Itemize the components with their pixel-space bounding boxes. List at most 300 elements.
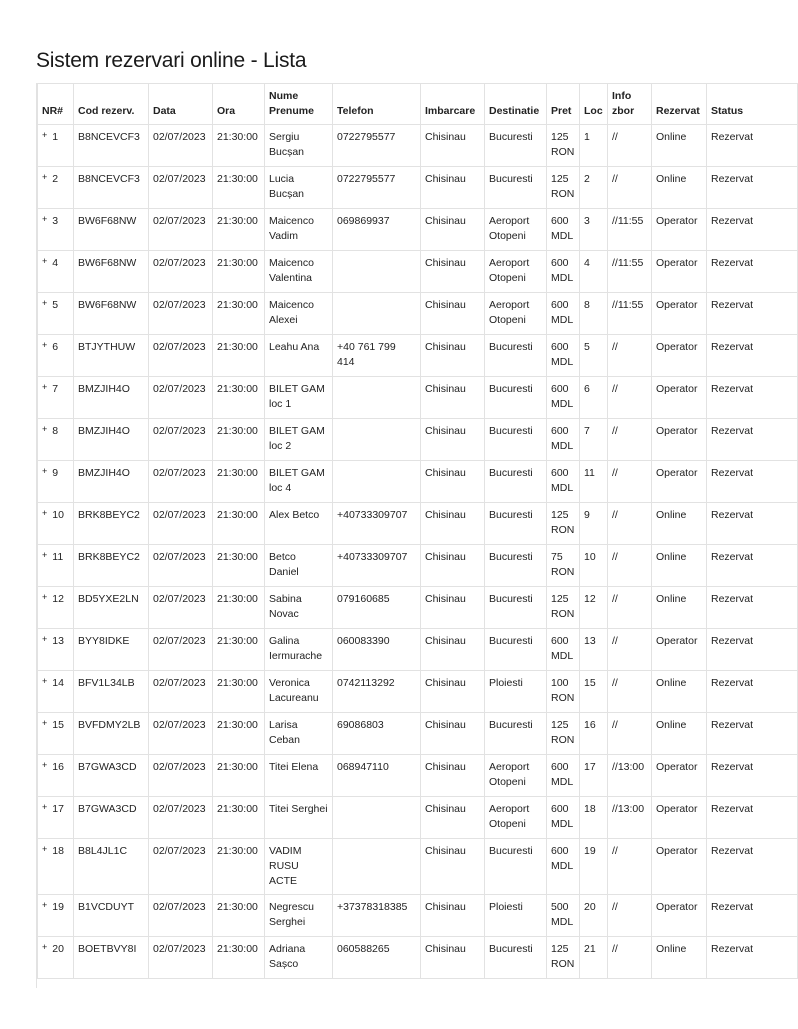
- col-header-data: Data: [149, 84, 213, 125]
- cell-telefon: 068947110: [333, 755, 421, 797]
- cell-telefon: +40733309707: [333, 545, 421, 587]
- cell-data: 02/07/2023: [149, 671, 213, 713]
- cell-info: //: [608, 461, 652, 503]
- cell-loc: 7: [580, 419, 608, 461]
- col-header-nr: NR#: [38, 84, 74, 125]
- cell-nr: [38, 419, 74, 461]
- cell-imbarcare: Chisinau: [421, 587, 485, 629]
- expand-row-icon[interactable]: +: [42, 592, 47, 602]
- expand-row-icon[interactable]: +: [42, 942, 47, 952]
- expand-row-icon[interactable]: +: [42, 760, 47, 770]
- expand-row-icon[interactable]: +: [42, 802, 47, 812]
- cell-imbarcare: Chisinau: [421, 209, 485, 251]
- row-number: 12: [52, 593, 64, 605]
- cell-telefon: 0722795577: [333, 125, 421, 167]
- cell-data: 02/07/2023: [149, 797, 213, 839]
- cell-imbarcare: Chisinau: [421, 125, 485, 167]
- cell-nr: [38, 895, 74, 937]
- cell-destinatie: Aeroport Otopeni: [485, 251, 547, 293]
- cell-rezervat: Operator: [652, 419, 707, 461]
- col-header-nume: Nume Prenume: [265, 84, 333, 125]
- cell-ora: 21:30:00: [213, 839, 265, 895]
- cell-nume: Galina Iermurache: [265, 629, 333, 671]
- cell-nr: [38, 125, 74, 167]
- cell-destinatie: Ploiesti: [485, 895, 547, 937]
- cell-info: //: [608, 937, 652, 979]
- cell-ora: 21:30:00: [213, 251, 265, 293]
- row-number: 15: [52, 719, 64, 731]
- table-row: [38, 755, 798, 797]
- cell-info: //: [608, 713, 652, 755]
- empty-footer-cell: [38, 979, 798, 1029]
- expand-row-icon[interactable]: +: [42, 634, 47, 644]
- page-title: Sistem rezervari online - Lista: [36, 49, 306, 73]
- cell-data: 02/07/2023: [149, 461, 213, 503]
- cell-status: Rezervat: [707, 167, 798, 209]
- cell-destinatie: Aeroport Otopeni: [485, 293, 547, 335]
- cell-pret: 600 MDL: [547, 419, 580, 461]
- cell-data: 02/07/2023: [149, 125, 213, 167]
- cell-telefon: [333, 419, 421, 461]
- cell-rezervat: Operator: [652, 755, 707, 797]
- cell-loc: 3: [580, 209, 608, 251]
- cell-nume: Maicenco Valentina: [265, 251, 333, 293]
- cell-loc: 5: [580, 335, 608, 377]
- expand-row-icon[interactable]: +: [42, 676, 47, 686]
- cell-status: Rezervat: [707, 839, 798, 895]
- cell-rezervat: Operator: [652, 251, 707, 293]
- cell-pret: 600 MDL: [547, 797, 580, 839]
- row-number: 16: [52, 761, 64, 773]
- cell-info: //: [608, 587, 652, 629]
- cell-data: 02/07/2023: [149, 167, 213, 209]
- cell-imbarcare: Chisinau: [421, 839, 485, 895]
- cell-nume: Lucia Bucșan: [265, 167, 333, 209]
- expand-row-icon[interactable]: +: [42, 844, 47, 854]
- row-number: 14: [52, 677, 64, 689]
- cell-imbarcare: Chisinau: [421, 545, 485, 587]
- cell-info: //: [608, 377, 652, 419]
- cell-nr: [38, 377, 74, 419]
- cell-ora: 21:30:00: [213, 419, 265, 461]
- cell-rezervat: Operator: [652, 461, 707, 503]
- table-row: [38, 251, 798, 293]
- cell-info: //: [608, 895, 652, 937]
- col-header-loc: Loc: [580, 84, 608, 125]
- cell-nr: [38, 335, 74, 377]
- cell-info: //: [608, 503, 652, 545]
- cell-imbarcare: Chisinau: [421, 419, 485, 461]
- expand-row-icon[interactable]: +: [42, 424, 47, 434]
- cell-nr: [38, 755, 74, 797]
- cell-cod: BMZJIH4O: [74, 461, 149, 503]
- cell-ora: 21:30:00: [213, 755, 265, 797]
- table-row: [38, 587, 798, 629]
- cell-cod: BFV1L34LB: [74, 671, 149, 713]
- cell-data: 02/07/2023: [149, 587, 213, 629]
- cell-imbarcare: Chisinau: [421, 895, 485, 937]
- cell-status: Rezervat: [707, 419, 798, 461]
- cell-data: 02/07/2023: [149, 335, 213, 377]
- cell-info: //: [608, 335, 652, 377]
- cell-telefon: [333, 293, 421, 335]
- cell-status: Rezervat: [707, 293, 798, 335]
- col-header-destinatie: Destinatie: [485, 84, 547, 125]
- cell-rezervat: Operator: [652, 839, 707, 895]
- cell-telefon: 0722795577: [333, 167, 421, 209]
- expand-row-icon[interactable]: +: [42, 256, 47, 266]
- cell-nr: [38, 293, 74, 335]
- cell-nume: Adriana Sașco: [265, 937, 333, 979]
- cell-imbarcare: Chisinau: [421, 797, 485, 839]
- cell-cod: BVFDMY2LB: [74, 713, 149, 755]
- cell-telefon: [333, 461, 421, 503]
- cell-rezervat: Operator: [652, 335, 707, 377]
- cell-info: //: [608, 839, 652, 895]
- cell-loc: 20: [580, 895, 608, 937]
- cell-imbarcare: Chisinau: [421, 629, 485, 671]
- cell-rezervat: Operator: [652, 209, 707, 251]
- cell-nr: [38, 671, 74, 713]
- cell-info: //: [608, 125, 652, 167]
- cell-destinatie: Aeroport Otopeni: [485, 797, 547, 839]
- cell-loc: 8: [580, 293, 608, 335]
- cell-nr: [38, 503, 74, 545]
- cell-cod: BMZJIH4O: [74, 419, 149, 461]
- cell-pret: 125 RON: [547, 713, 580, 755]
- cell-loc: 11: [580, 461, 608, 503]
- cell-cod: BD5YXE2LN: [74, 587, 149, 629]
- cell-cod: BTJYTHUW: [74, 335, 149, 377]
- cell-loc: 12: [580, 587, 608, 629]
- cell-rezervat: Online: [652, 937, 707, 979]
- cell-cod: BW6F68NW: [74, 251, 149, 293]
- cell-destinatie: Bucuresti: [485, 503, 547, 545]
- expand-row-icon[interactable]: +: [42, 340, 47, 350]
- cell-telefon: 69086803: [333, 713, 421, 755]
- cell-imbarcare: Chisinau: [421, 251, 485, 293]
- cell-rezervat: Online: [652, 503, 707, 545]
- cell-status: Rezervat: [707, 125, 798, 167]
- cell-ora: 21:30:00: [213, 797, 265, 839]
- cell-pret: 600 MDL: [547, 755, 580, 797]
- table-row: [38, 293, 798, 335]
- cell-loc: 16: [580, 713, 608, 755]
- table-row: [38, 671, 798, 713]
- table-row: [38, 545, 798, 587]
- cell-telefon: 060588265: [333, 937, 421, 979]
- cell-destinatie: Bucuresti: [485, 419, 547, 461]
- cell-rezervat: Online: [652, 545, 707, 587]
- cell-nume: Negrescu Serghei: [265, 895, 333, 937]
- cell-data: 02/07/2023: [149, 251, 213, 293]
- expand-row-icon[interactable]: +: [42, 214, 47, 224]
- cell-destinatie: Bucuresti: [485, 839, 547, 895]
- table-row: [38, 895, 798, 937]
- cell-cod: B7GWA3CD: [74, 797, 149, 839]
- cell-pret: 125 RON: [547, 167, 580, 209]
- cell-pret: 500 MDL: [547, 895, 580, 937]
- cell-ora: 21:30:00: [213, 937, 265, 979]
- cell-loc: 19: [580, 839, 608, 895]
- row-number: 10: [52, 509, 64, 521]
- cell-pret: 600 MDL: [547, 293, 580, 335]
- cell-rezervat: Online: [652, 167, 707, 209]
- row-number: 17: [52, 803, 64, 815]
- cell-loc: 9: [580, 503, 608, 545]
- cell-ora: 21:30:00: [213, 167, 265, 209]
- cell-status: Rezervat: [707, 797, 798, 839]
- expand-row-icon[interactable]: +: [42, 550, 47, 560]
- table-footer-spacer: [38, 979, 798, 1029]
- expand-row-icon[interactable]: +: [42, 172, 47, 182]
- col-header-imbarcare: Imbarcare: [421, 84, 485, 125]
- cell-nume: Larisa Ceban: [265, 713, 333, 755]
- cell-destinatie: Ploiesti: [485, 671, 547, 713]
- cell-ora: 21:30:00: [213, 587, 265, 629]
- cell-loc: 6: [580, 377, 608, 419]
- cell-ora: 21:30:00: [213, 461, 265, 503]
- cell-rezervat: Online: [652, 713, 707, 755]
- table-row: [38, 797, 798, 839]
- cell-destinatie: Bucuresti: [485, 545, 547, 587]
- cell-pret: 125 RON: [547, 587, 580, 629]
- cell-pret: 600 MDL: [547, 335, 580, 377]
- cell-info: //: [608, 167, 652, 209]
- cell-ora: 21:30:00: [213, 629, 265, 671]
- cell-nr: [38, 251, 74, 293]
- cell-data: 02/07/2023: [149, 629, 213, 671]
- cell-imbarcare: Chisinau: [421, 335, 485, 377]
- table-row: [38, 839, 798, 895]
- cell-data: 02/07/2023: [149, 937, 213, 979]
- cell-pret: 125 RON: [547, 937, 580, 979]
- row-number: 1: [52, 131, 58, 143]
- cell-destinatie: Bucuresti: [485, 125, 547, 167]
- cell-data: 02/07/2023: [149, 895, 213, 937]
- cell-ora: 21:30:00: [213, 377, 265, 419]
- cell-pret: 125 RON: [547, 503, 580, 545]
- cell-nume: Maicenco Vadim: [265, 209, 333, 251]
- cell-cod: BW6F68NW: [74, 293, 149, 335]
- cell-telefon: 0742113292: [333, 671, 421, 713]
- cell-data: 02/07/2023: [149, 209, 213, 251]
- cell-imbarcare: Chisinau: [421, 671, 485, 713]
- cell-data: 02/07/2023: [149, 503, 213, 545]
- row-number: 3: [52, 215, 58, 227]
- row-number: 11: [52, 551, 63, 563]
- table-row: [38, 335, 798, 377]
- cell-imbarcare: Chisinau: [421, 167, 485, 209]
- cell-cod: B8NCEVCF3: [74, 167, 149, 209]
- cell-rezervat: Online: [652, 125, 707, 167]
- cell-loc: 18: [580, 797, 608, 839]
- cell-nume: BILET GAM loc 2: [265, 419, 333, 461]
- cell-pret: 100 RON: [547, 671, 580, 713]
- cell-imbarcare: Chisinau: [421, 937, 485, 979]
- cell-imbarcare: Chisinau: [421, 755, 485, 797]
- table-row: [38, 713, 798, 755]
- cell-nume: Sabina Novac: [265, 587, 333, 629]
- cell-nume: Sergiu Bucșan: [265, 125, 333, 167]
- row-number: 8: [52, 425, 58, 437]
- cell-status: Rezervat: [707, 503, 798, 545]
- cell-info: //: [608, 419, 652, 461]
- cell-info: //: [608, 671, 652, 713]
- table-row: [38, 937, 798, 979]
- cell-status: Rezervat: [707, 587, 798, 629]
- row-number: 19: [52, 901, 64, 913]
- reservations-table: [37, 83, 798, 1029]
- expand-row-icon[interactable]: +: [42, 718, 47, 728]
- cell-pret: 600 MDL: [547, 629, 580, 671]
- cell-loc: 2: [580, 167, 608, 209]
- cell-status: Rezervat: [707, 629, 798, 671]
- cell-loc: 21: [580, 937, 608, 979]
- cell-imbarcare: Chisinau: [421, 461, 485, 503]
- cell-ora: 21:30:00: [213, 293, 265, 335]
- table-row: [38, 167, 798, 209]
- cell-cod: BW6F68NW: [74, 209, 149, 251]
- cell-info: //13:00: [608, 797, 652, 839]
- cell-pret: 75 RON: [547, 545, 580, 587]
- cell-status: Rezervat: [707, 937, 798, 979]
- cell-telefon: [333, 377, 421, 419]
- cell-pret: 600 MDL: [547, 839, 580, 895]
- cell-pret: 600 MDL: [547, 209, 580, 251]
- cell-nume: Titei Elena: [265, 755, 333, 797]
- cell-pret: 125 RON: [547, 125, 580, 167]
- cell-ora: 21:30:00: [213, 545, 265, 587]
- cell-telefon: +40 761 799 414: [333, 335, 421, 377]
- expand-row-icon[interactable]: +: [42, 130, 47, 140]
- cell-nr: [38, 167, 74, 209]
- cell-rezervat: Operator: [652, 293, 707, 335]
- cell-nr: [38, 937, 74, 979]
- table-row: [38, 461, 798, 503]
- cell-info: //11:55: [608, 293, 652, 335]
- cell-data: 02/07/2023: [149, 755, 213, 797]
- cell-telefon: 079160685: [333, 587, 421, 629]
- cell-telefon: +37378318385: [333, 895, 421, 937]
- cell-status: Rezervat: [707, 335, 798, 377]
- cell-ora: 21:30:00: [213, 125, 265, 167]
- cell-destinatie: Bucuresti: [485, 167, 547, 209]
- cell-nr: [38, 461, 74, 503]
- cell-ora: 21:30:00: [213, 209, 265, 251]
- cell-status: Rezervat: [707, 713, 798, 755]
- table-row: [38, 125, 798, 167]
- cell-data: 02/07/2023: [149, 419, 213, 461]
- cell-nume: BILET GAM loc 4: [265, 461, 333, 503]
- row-number: 2: [52, 173, 58, 185]
- cell-telefon: [333, 797, 421, 839]
- expand-row-icon[interactable]: +: [42, 298, 47, 308]
- table-header-row: [38, 84, 798, 125]
- table-row: [38, 377, 798, 419]
- col-header-telefon: Telefon: [333, 84, 421, 125]
- cell-ora: 21:30:00: [213, 895, 265, 937]
- cell-destinatie: Bucuresti: [485, 629, 547, 671]
- cell-status: Rezervat: [707, 545, 798, 587]
- row-number: 13: [52, 635, 64, 647]
- cell-loc: 1: [580, 125, 608, 167]
- cell-nr: [38, 209, 74, 251]
- table-body: [38, 125, 798, 1029]
- row-number: 18: [52, 845, 64, 857]
- cell-ora: 21:30:00: [213, 671, 265, 713]
- cell-cod: BRK8BEYC2: [74, 545, 149, 587]
- table-row: [38, 419, 798, 461]
- cell-nume: BILET GAM loc 1: [265, 377, 333, 419]
- cell-imbarcare: Chisinau: [421, 377, 485, 419]
- row-number: 20: [52, 943, 64, 955]
- cell-telefon: [333, 251, 421, 293]
- cell-nr: [38, 713, 74, 755]
- cell-destinatie: Bucuresti: [485, 713, 547, 755]
- cell-info: //: [608, 629, 652, 671]
- cell-nume: Betco Daniel: [265, 545, 333, 587]
- col-header-rezervat: Rezervat: [652, 84, 707, 125]
- cell-nume: VADIM RUSU ACTE: [265, 839, 333, 895]
- cell-nume: Maicenco Alexei: [265, 293, 333, 335]
- cell-status: Rezervat: [707, 755, 798, 797]
- expand-row-icon[interactable]: +: [42, 382, 47, 392]
- cell-destinatie: Bucuresti: [485, 937, 547, 979]
- cell-rezervat: Operator: [652, 629, 707, 671]
- cell-nr: [38, 545, 74, 587]
- reservations-table-container: [36, 83, 733, 988]
- cell-data: 02/07/2023: [149, 377, 213, 419]
- expand-row-icon[interactable]: +: [42, 466, 47, 476]
- cell-telefon: 060083390: [333, 629, 421, 671]
- col-header-pret: Pret: [547, 84, 580, 125]
- cell-rezervat: Operator: [652, 797, 707, 839]
- cell-loc: 15: [580, 671, 608, 713]
- col-header-info: Info zbor: [608, 84, 652, 125]
- cell-cod: BYY8IDKE: [74, 629, 149, 671]
- cell-cod: B8NCEVCF3: [74, 125, 149, 167]
- expand-row-icon[interactable]: +: [42, 508, 47, 518]
- cell-loc: 10: [580, 545, 608, 587]
- cell-imbarcare: Chisinau: [421, 503, 485, 545]
- cell-nume: Veronica Lacureanu: [265, 671, 333, 713]
- row-number: 4: [52, 257, 58, 269]
- cell-destinatie: Aeroport Otopeni: [485, 209, 547, 251]
- cell-nr: [38, 587, 74, 629]
- cell-ora: 21:30:00: [213, 503, 265, 545]
- cell-telefon: [333, 839, 421, 895]
- cell-nr: [38, 797, 74, 839]
- cell-destinatie: Bucuresti: [485, 461, 547, 503]
- cell-info: //11:55: [608, 251, 652, 293]
- expand-row-icon[interactable]: +: [42, 900, 47, 910]
- cell-imbarcare: Chisinau: [421, 713, 485, 755]
- row-number: 7: [52, 383, 58, 395]
- cell-nume: Titei Serghei: [265, 797, 333, 839]
- cell-cod: B8L4JL1C: [74, 839, 149, 895]
- cell-pret: 600 MDL: [547, 377, 580, 419]
- cell-data: 02/07/2023: [149, 839, 213, 895]
- table-row: [38, 503, 798, 545]
- cell-destinatie: Bucuresti: [485, 335, 547, 377]
- cell-cod: B7GWA3CD: [74, 755, 149, 797]
- cell-imbarcare: Chisinau: [421, 293, 485, 335]
- cell-data: 02/07/2023: [149, 713, 213, 755]
- cell-destinatie: Bucuresti: [485, 587, 547, 629]
- cell-rezervat: Operator: [652, 377, 707, 419]
- cell-ora: 21:30:00: [213, 713, 265, 755]
